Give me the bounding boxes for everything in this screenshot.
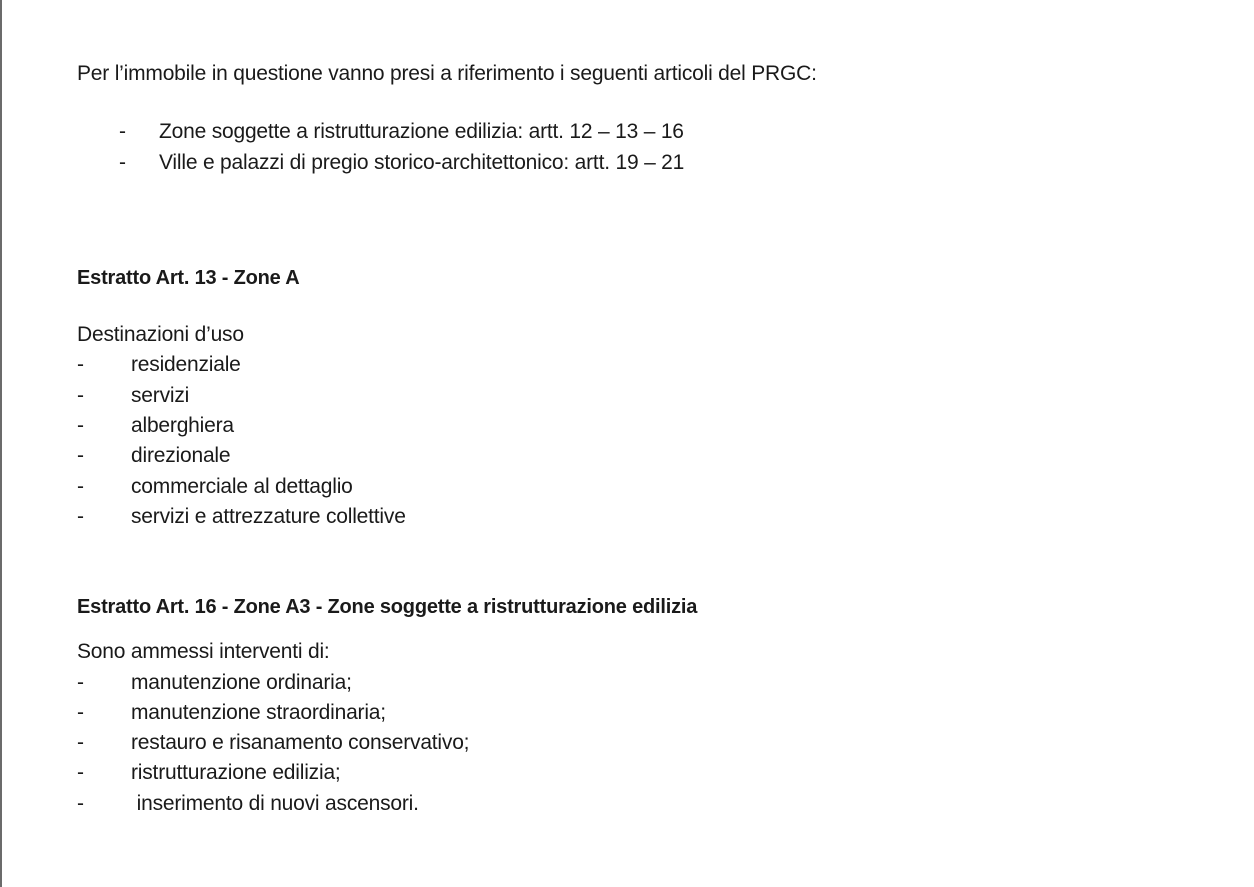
- intro-text: Per l’immobile in questione vanno presi a riferimento i seguenti articoli del PRGC:: [77, 62, 817, 85]
- bullet-dash: -: [77, 444, 84, 467]
- intervention-item: inserimento di nuovi ascensori.: [131, 792, 419, 815]
- use-item: alberghiera: [131, 414, 234, 437]
- use-item: commerciale al dettaglio: [131, 475, 353, 498]
- intervention-item: ristrutturazione edilizia;: [131, 761, 341, 784]
- intervention-item: manutenzione straordinaria;: [131, 701, 386, 724]
- bullet-dash: -: [77, 701, 84, 724]
- use-item: servizi e attrezzature collettive: [131, 505, 406, 528]
- bullet-dash: -: [77, 671, 84, 694]
- section-subheading: Sono ammessi interventi di:: [77, 640, 330, 663]
- bullet-dash: -: [77, 414, 84, 437]
- bullet-dash: -: [119, 151, 126, 174]
- use-item: direzionale: [131, 444, 231, 467]
- section-heading: Estratto Art. 16 - Zone A3 - Zone soggette a ristrutturazione edilizia: [77, 596, 698, 618]
- article-item: Zone soggette a ristrutturazione edilizia: artt. 12 – 13 – 16: [159, 120, 684, 143]
- bullet-dash: -: [77, 792, 84, 815]
- bullet-dash: -: [119, 120, 126, 143]
- bullet-dash: -: [77, 475, 84, 498]
- article-item: Ville e palazzi di pregio storico-architettonico: artt. 19 – 21: [159, 151, 685, 174]
- bullet-dash: -: [77, 731, 84, 754]
- section-heading: Estratto Art. 13 - Zone A: [77, 267, 300, 289]
- bullet-dash: -: [77, 353, 84, 376]
- intervention-item: manutenzione ordinaria;: [131, 671, 352, 694]
- use-item: residenziale: [131, 353, 241, 376]
- use-item: servizi: [131, 384, 190, 407]
- intervention-item: restauro e risanamento conservativo;: [131, 731, 470, 754]
- bullet-dash: -: [77, 505, 84, 528]
- bullet-dash: -: [77, 761, 84, 784]
- section-subheading: Destinazioni d’uso: [77, 323, 244, 346]
- bullet-dash: -: [77, 384, 84, 407]
